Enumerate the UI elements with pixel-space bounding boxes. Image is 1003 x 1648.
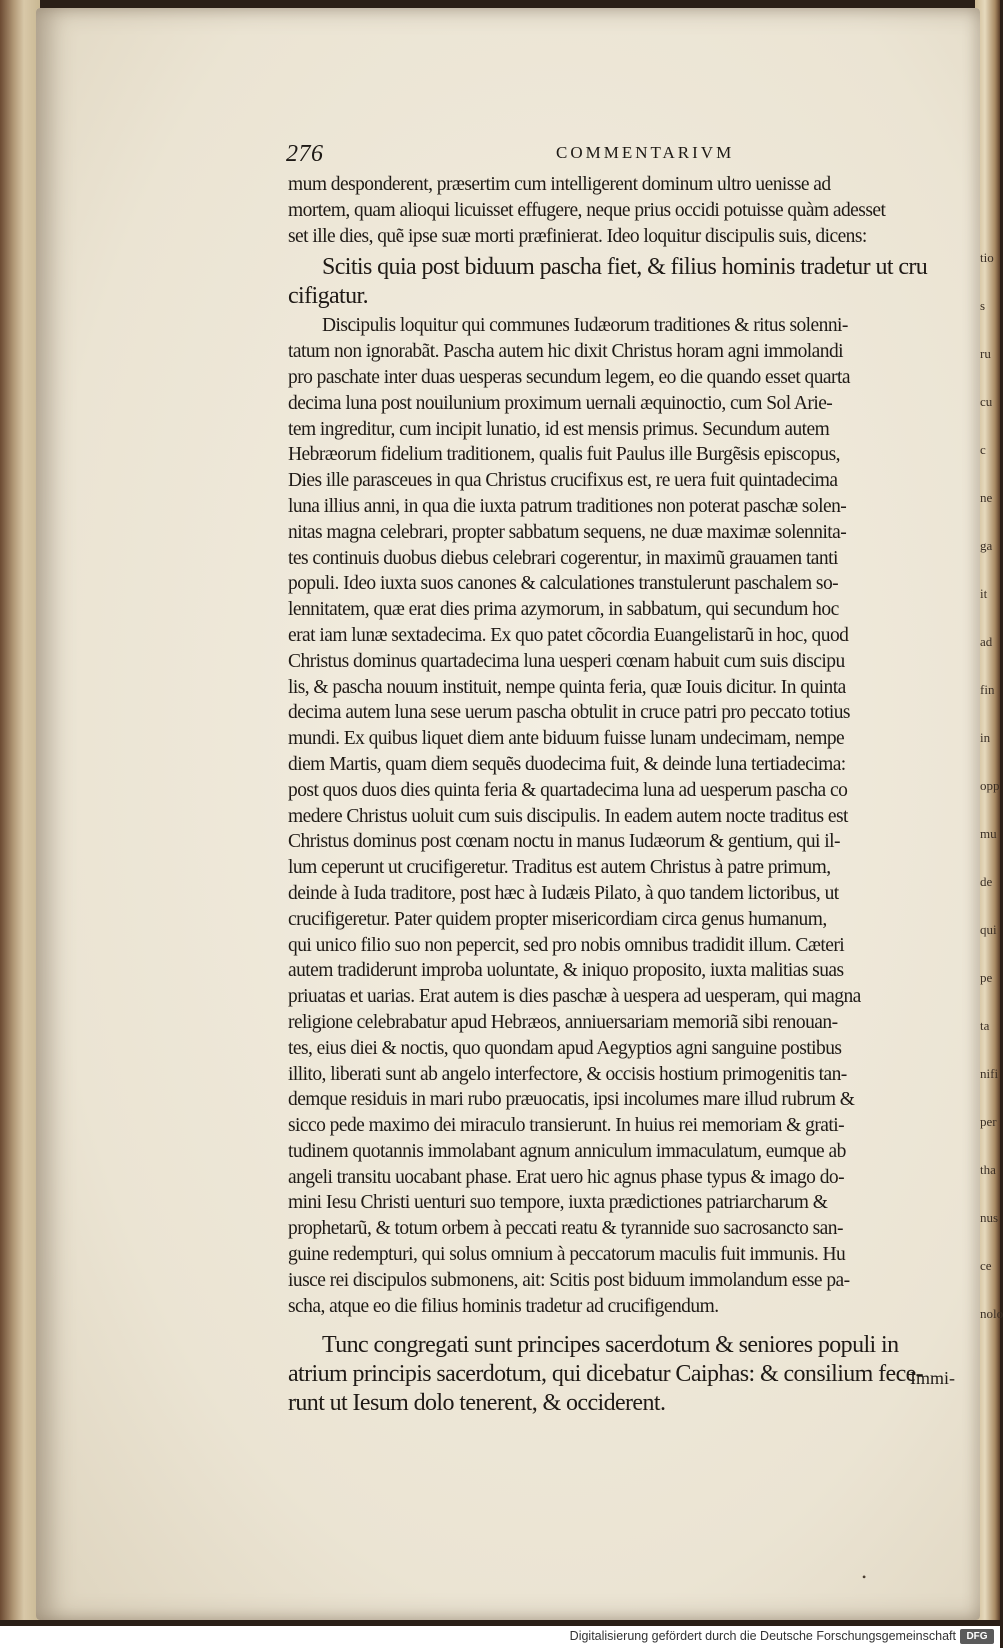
edge-fragment: nifi [980,1066,999,1081]
running-head: COMMENTARIVM [556,143,735,162]
lemma-quote-1 [288,253,966,311]
text-line: runt ut Iesum dolo tenerent, & occiderent. [288,1390,666,1417]
text-line: luna illius anni, in qua die iuxta patrum traditiones non poterat paschæ solen- [288,495,847,517]
text-line: qui unico filio suo non pepercit, sed pro nobis omnibus tradidit illum. Cæteri [288,934,845,956]
footer-bar [0,1626,1000,1648]
text-line: Christus dominus quartadecima luna uesperi cœnam habuit cum suis discipu [288,650,845,672]
edge-fragment: s [980,298,986,313]
text-line: demque residuis in mari rubo præuocatis, ipsi incolumes mare illud rubrum & [288,1089,855,1111]
edge-fragment: ne [980,490,993,505]
text-line: post quos duos dies quinta feria & quartadecima luna ad uesperum pascha co [288,779,848,801]
text-line: atrium principis sacerdotum, qui dicebatur Caiphas: & consilium fece- [288,1361,924,1388]
text-line: Hebræorum fidelium traditionem, qualis fuit Paulus ille Burgẽsis episcopus, [288,444,840,466]
commentary-paragraph [288,313,966,1319]
page-number: 276 [286,141,324,167]
text-line: Dies ille parasceues in qua Christus crucifixus est, re uera fuit quintadecima [288,470,838,492]
text-line: prophetarũ, & totum orbem à peccati reatu & tyrannide suo sacrosancto san- [288,1218,843,1240]
text-line: mundi. Ex quibus liquet diem ante biduum fuisse lunam undecimam, nempe [288,728,845,750]
text-line: medere Christus uoluit cum suis discipulis. In eadem autem nocte traditus est [288,805,848,827]
edge-fragment: tha [980,1162,996,1177]
edge-fragment: de [980,874,993,889]
text-line: lennitatem, quæ erat dies prima azymorum, in sabbatum, qui secundum hoc [288,599,839,621]
edge-fragment: qui [980,922,997,937]
opening-paragraph [288,172,966,249]
edge-fragment: ru [980,346,991,361]
edge-fragment: opp [980,778,1000,793]
edge-fragment: ad [980,634,993,649]
main-text [288,172,966,1418]
text-line: decima autem luna sese uerum pascha obtulit in cruce patri pro peccato totius [288,702,850,724]
edge-fragment: mu [980,826,997,841]
text-line: religione celebrabatur apud Hebræos, anniuersariam memoriã sibi renouan- [288,1011,838,1033]
text-line: erat iam lunæ sextadecima. Ex quo patet cõcordia Euangelistarũ in hoc, quod [288,624,849,646]
page-header [286,141,766,165]
text-line: lum ceperunt ut crucifigeretur. Traditus est autem Christus à patre primum, [288,857,831,879]
text-line: mum desponderent, præsertim cum intelligerent dominum ultro uenisse ad [288,174,831,195]
lemma-quote-2 [288,1331,966,1418]
edge-fragment: per [980,1114,997,1129]
edge-fragment: cu [980,394,993,409]
text-line: crucifigeretur. Pater quidem propter misericordiam circa genus humanum, [288,908,827,930]
edge-fragment: ga [980,538,993,553]
text-line: decima luna post nouilunium proximum uernali æquinoctio, cum Sol Arie- [288,392,833,414]
text-line: lis, & pascha nouum instituit, nempe quinta feria, quæ Iouis dicitur. In quinta [288,676,846,698]
edge-fragment: nolo [980,1306,1003,1321]
edge-fragment: fin [980,682,995,697]
text-line: mini Iesu Christi uenturi suo tempore, iuxta prædictiones patriarcharum & [288,1192,828,1214]
edge-fragment: nus [980,1210,999,1225]
text-line: tudinem quotannis immolabant agnum anniculum immaculatum, eumque ab [288,1140,846,1162]
text-line: deinde à Iuda traditore, post hæc à Iudæis Pilato, à quo tandem lictoribus, ut [288,882,839,904]
text-line: cifigatur. [288,283,368,310]
text-line: diem Martis, quam diem sequẽs duodecima fuit, & deinde luna tertiadecima: [288,753,846,775]
text-line: angeli transitu uocabant phase. Erat uero hic agnus phase typus & imago do- [288,1166,845,1188]
catchword: Immi- [910,1368,955,1388]
text-line: autem tradiderunt improba uoluntate, & iniquo proposito, iuxta malitias suas [288,960,844,982]
text-line: Scitis quia post biduum pascha fiet, & filius hominis tradetur ut cru [322,254,928,281]
text-line: Tunc congregati sunt principes sacerdotum & seniores populi in [322,1332,899,1359]
text-line: populi. Ideo iuxta suos canones & calculationes transtulerunt paschalem so- [288,573,839,595]
text-line: mortem, quam alioqui licuisset effugere, neque prius occidi potuisse quàm adesset [288,199,886,221]
text-line: tes, eius diei & noctis, quo quondam apud Aegyptios agni sanguine postibus [288,1037,842,1059]
edge-fragment: ce [980,1258,992,1273]
next-page-edge-fragments [978,0,1003,1620]
text-line: set ille dies, quẽ ipse suæ morti præfinierat. Ideo loquitur discipulis suis, dicens: [288,225,867,247]
signature-mark: • [862,1570,867,1584]
dfg-logo: DFG [960,1629,994,1644]
text-line: Christus dominus post cœnam noctu in manus Iudæorum & gentium, qui il- [288,831,840,853]
text-line: tem ingreditur, cum incipit lunatio, id est mensis primus. Secundum autem [288,418,830,440]
edge-fragment: it [980,586,988,601]
funding-credit: Digitalisierung gefördert durch die Deutsche Forschungsgemeinschaft [569,1629,956,1643]
text-line: illito, liberati sunt ab angelo interfectore, & occisis hostium primogenitis tan- [288,1063,847,1085]
edge-fragment: in [980,730,991,745]
text-line: nitas magna celebrari, propter sabbatum sequens, ne duæ maximæ solennita- [288,521,847,543]
text-line: Discipulis loquitur qui communes Iudæorum traditiones & ritus solenni- [322,315,848,337]
edge-fragment: tio [980,250,994,265]
text-line: tatum non ignorabãt. Pascha autem hic dixit Christus horam agni immolandi [288,341,844,363]
edge-fragment: ta [980,1018,990,1033]
edge-fragment: c [980,442,986,457]
text-line: iusce rei discipulos submonens, ait: Scitis post biduum immolandum esse pa- [288,1269,850,1291]
text-line: pro paschate inter duas uesperas secundum legem, eo die quando esset quarta [288,366,850,388]
text-line: tes continuis duobus diebus celebrari cogerentur, in maximũ grauamen tanti [288,547,838,569]
text-line: scha, atque eo die filius hominis tradetur ad crucifigendum. [288,1295,719,1317]
text-line: priuatas et uarias. Erat autem is dies paschæ à uespera ad uesperam, qui magna [288,986,861,1008]
text-line: sicco pede maximo dei miraculo transierunt. In huius rei memoriam & grati- [288,1115,845,1137]
edge-fragment: pe [980,970,993,985]
text-line: guine redempturi, qui solus omnium à peccatorum maculis fuit immunis. Hu [288,1244,846,1266]
book-left-edge [0,0,40,1620]
